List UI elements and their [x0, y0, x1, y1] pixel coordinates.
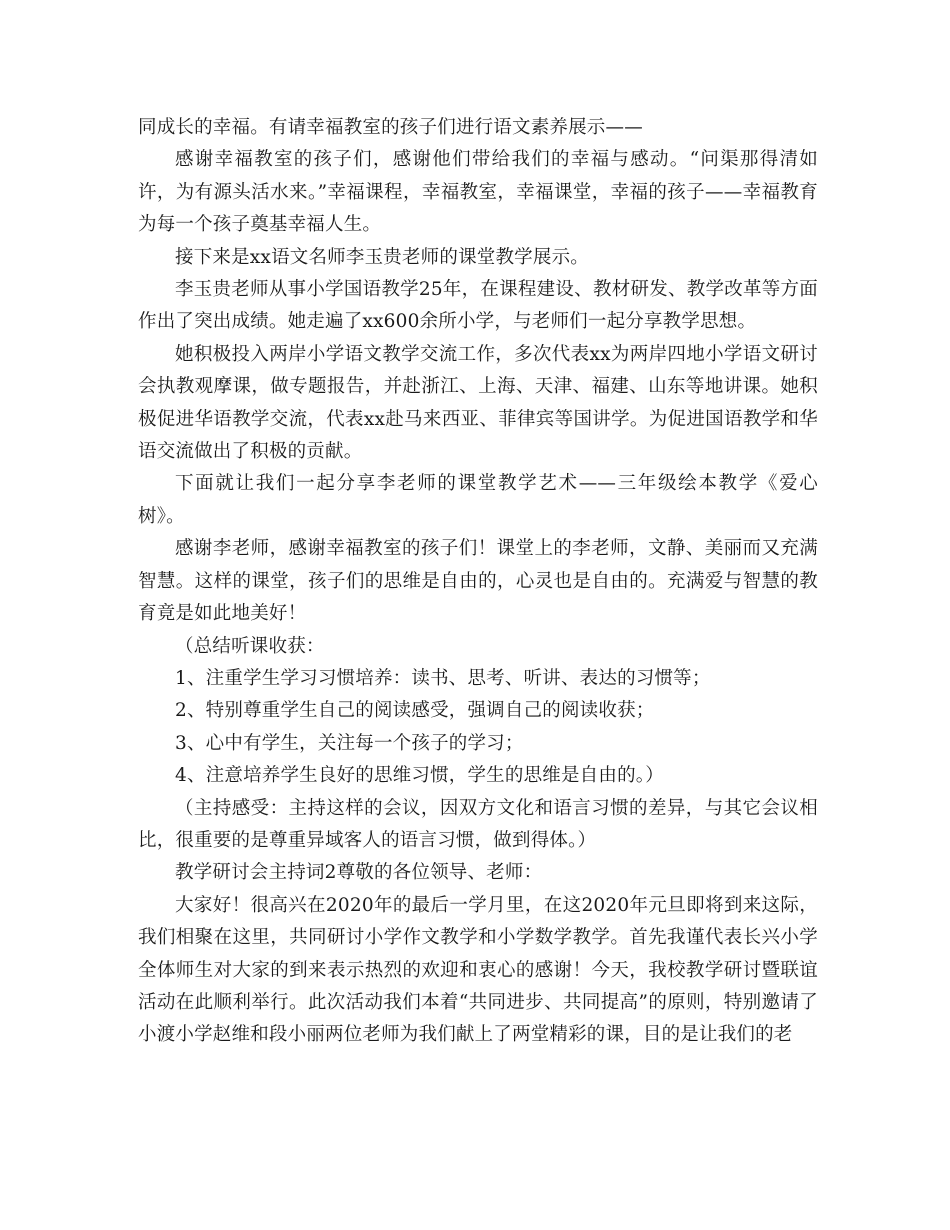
list-item: 3、心中有学生，关注每一个孩子的学习； — [175, 732, 524, 754]
paragraph: （总结听课收获： — [175, 635, 325, 657]
paragraph: 感谢幸福教室的孩子们，感谢他们带给我们的幸福与感动。“问渠那得清如许，为有源头活水来。”幸福课程，幸福教室，幸福课堂，幸福的孩子——幸福教育为每一个孩子奠基幸福人生。 — [138, 149, 818, 236]
paragraph: 同成长的幸福。有请幸福教室的孩子们进行语文素养展示—— — [138, 117, 643, 138]
paragraph: 感谢李老师，感谢幸福教室的孩子们！课堂上的李老师，文静、美丽而又充满智慧。这样的课堂，孩子们的思维是自由的，心灵也是自由的。充满爱与智慧的教育竟是如此地美好！ — [138, 538, 818, 625]
paragraph: 她积极投入两岸小学语文教学交流工作，多次代表xx为两岸四地小学语文研讨会执教观摩课，做专题报告，并赴浙江、上海、天津、福建、山东等地讲课。她积极促进华语教学交流，代表xx赴马来西亚、菲律宾等国讲学。为促进国语教学和华语交流做出了积极的贡献。 — [138, 343, 818, 463]
list-item: 1、注重学生学习习惯培养：读书、思考、听讲、表达的习惯等； — [175, 667, 711, 689]
paragraph: 教学研讨会主持词2尊敬的各位领导、老师： — [175, 862, 543, 884]
list-item: 2、特别尊重学生自己的阅读感受，强调自己的阅读收获； — [175, 700, 655, 722]
list-item: 4、注意培养学生良好的思维习惯，学生的思维是自由的。） — [175, 765, 664, 787]
document-body — [138, 112, 818, 1052]
paragraph: 大家好！很高兴在2020年的最后一学月里，在这2020年元旦即将到来这际，我们相聚在这里，共同研讨小学作文教学和小学数学教学。首先我谨代表长兴小学全体师生对大家的到来表示热烈的欢迎和衷心的感谢！今天，我校教学研讨暨联谊活动在此顺利举行。此次活动我们本着“共同进步、共同提高”的原则，特别邀请了小渡小学赵维和段小丽两位老师为我们献上了两堂精彩的课，目的是让我们的老 — [138, 894, 818, 1046]
paragraph: 接下来是xx语文名师李玉贵老师的课堂教学展示。 — [175, 246, 589, 268]
paragraph: 下面就让我们一起分享李老师的课堂教学艺术——三年级绘本教学《爱心树》。 — [138, 473, 818, 527]
paragraph: （主持感受：主持这样的会议，因双方文化和语言习惯的差异，与其它会议相比，很重要的是尊重异域客人的语言习惯，做到得体。） — [138, 797, 818, 851]
paragraph: 李玉贵老师从事小学国语教学25年，在课程建设、教材研发、教学改革等方面作出了突出成绩。她走遍了xx600余所小学，与老师们一起分享教学思想。 — [138, 279, 818, 333]
